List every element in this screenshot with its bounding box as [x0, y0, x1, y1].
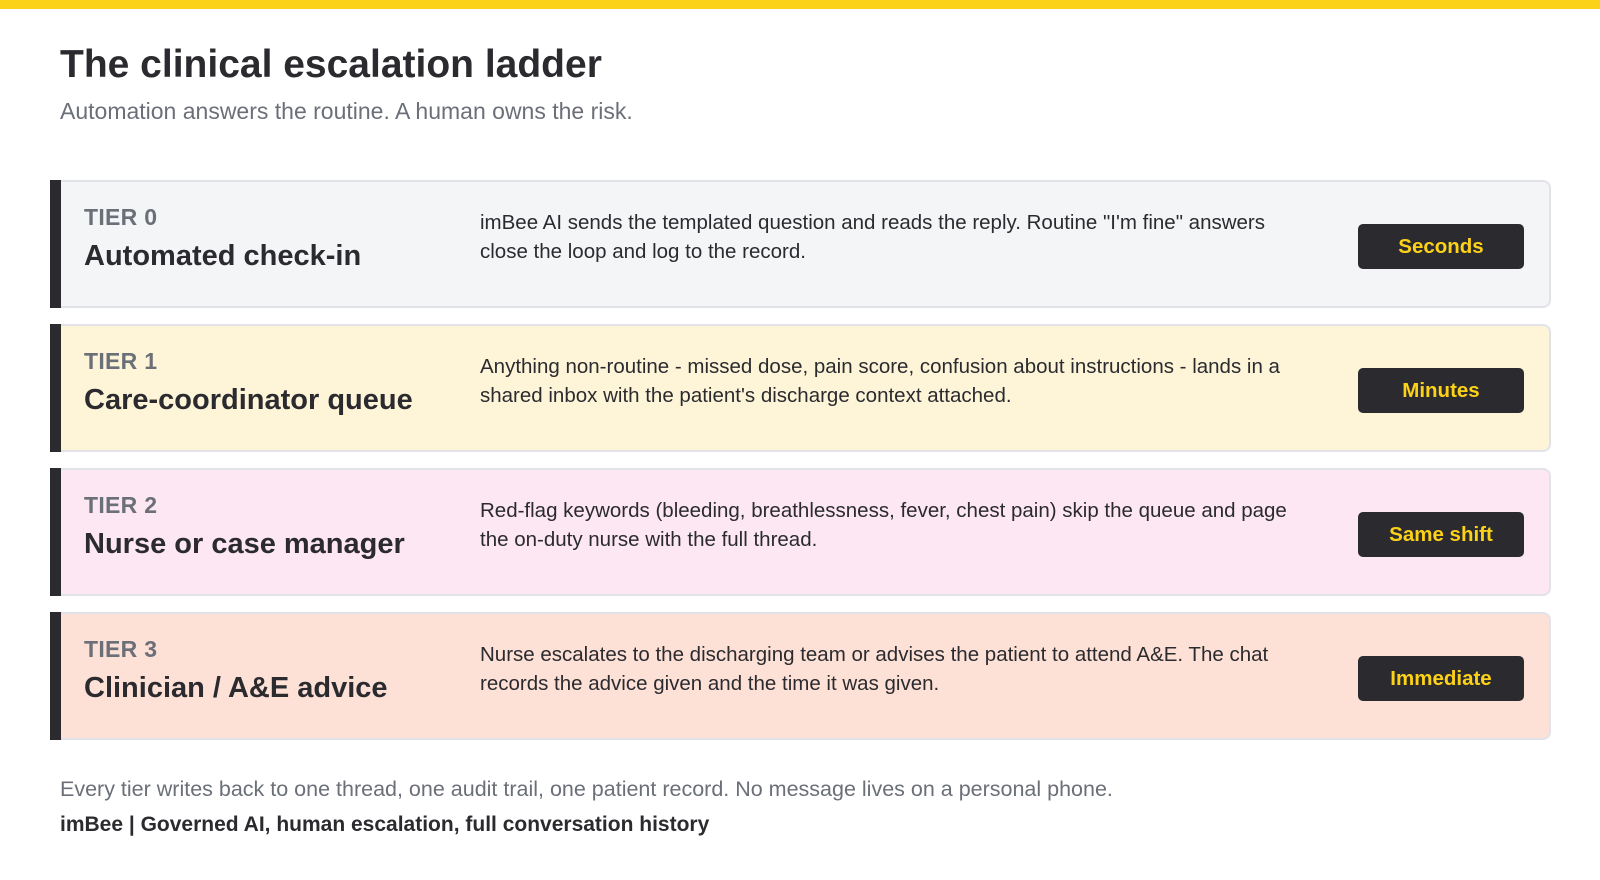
tier-0-card	[50, 180, 1551, 308]
tier-3-card	[50, 612, 1551, 740]
tier-name: Nurse or case manager	[84, 528, 405, 560]
escalation-ladder	[50, 180, 1551, 756]
footer-brand: imBee | Governed AI, human escalation, full conversation history	[60, 813, 710, 836]
accent-bar	[0, 0, 1600, 9]
footer-note: Every tier writes back to one thread, one audit trail, one patient record. No message lives on a personal phone.	[60, 777, 1113, 801]
tier-label: TIER 2	[84, 492, 158, 518]
tier-name: Clinician / A&E advice	[84, 672, 388, 704]
tier-label: TIER 3	[84, 636, 158, 662]
timing-badge: Immediate	[1358, 656, 1524, 701]
timing-badge: Seconds	[1358, 224, 1524, 269]
page-subtitle: Automation answers the routine. A human owns the risk.	[60, 98, 633, 124]
timing-badge: Same shift	[1358, 512, 1524, 557]
tier-description: Red-flag keywords (bleeding, breathlessness, fever, chest pain) skip the queue and page the on-duty nurse with the full thread.	[480, 499, 1287, 551]
page-title: The clinical escalation ladder	[60, 43, 602, 86]
tier-label: TIER 0	[84, 204, 158, 230]
tier-description: imBee AI sends the templated question and reads the reply. Routine "I'm fine" answers close the loop and log to the record.	[480, 211, 1265, 263]
tier-1-card	[50, 324, 1551, 452]
tier-2-card	[50, 468, 1551, 596]
timing-badge: Minutes	[1358, 368, 1524, 413]
tier-description: Anything non-routine - missed dose, pain score, confusion about instructions - lands in a shared inbox with the patient's discharge context attached.	[480, 355, 1280, 407]
tier-description: Nurse escalates to the discharging team or advises the patient to attend A&E. The chat records the advice given and the time it was given.	[480, 643, 1269, 695]
tier-label: TIER 1	[84, 348, 158, 374]
tier-name: Care-coordinator queue	[84, 384, 413, 416]
tier-name: Automated check-in	[84, 240, 362, 272]
